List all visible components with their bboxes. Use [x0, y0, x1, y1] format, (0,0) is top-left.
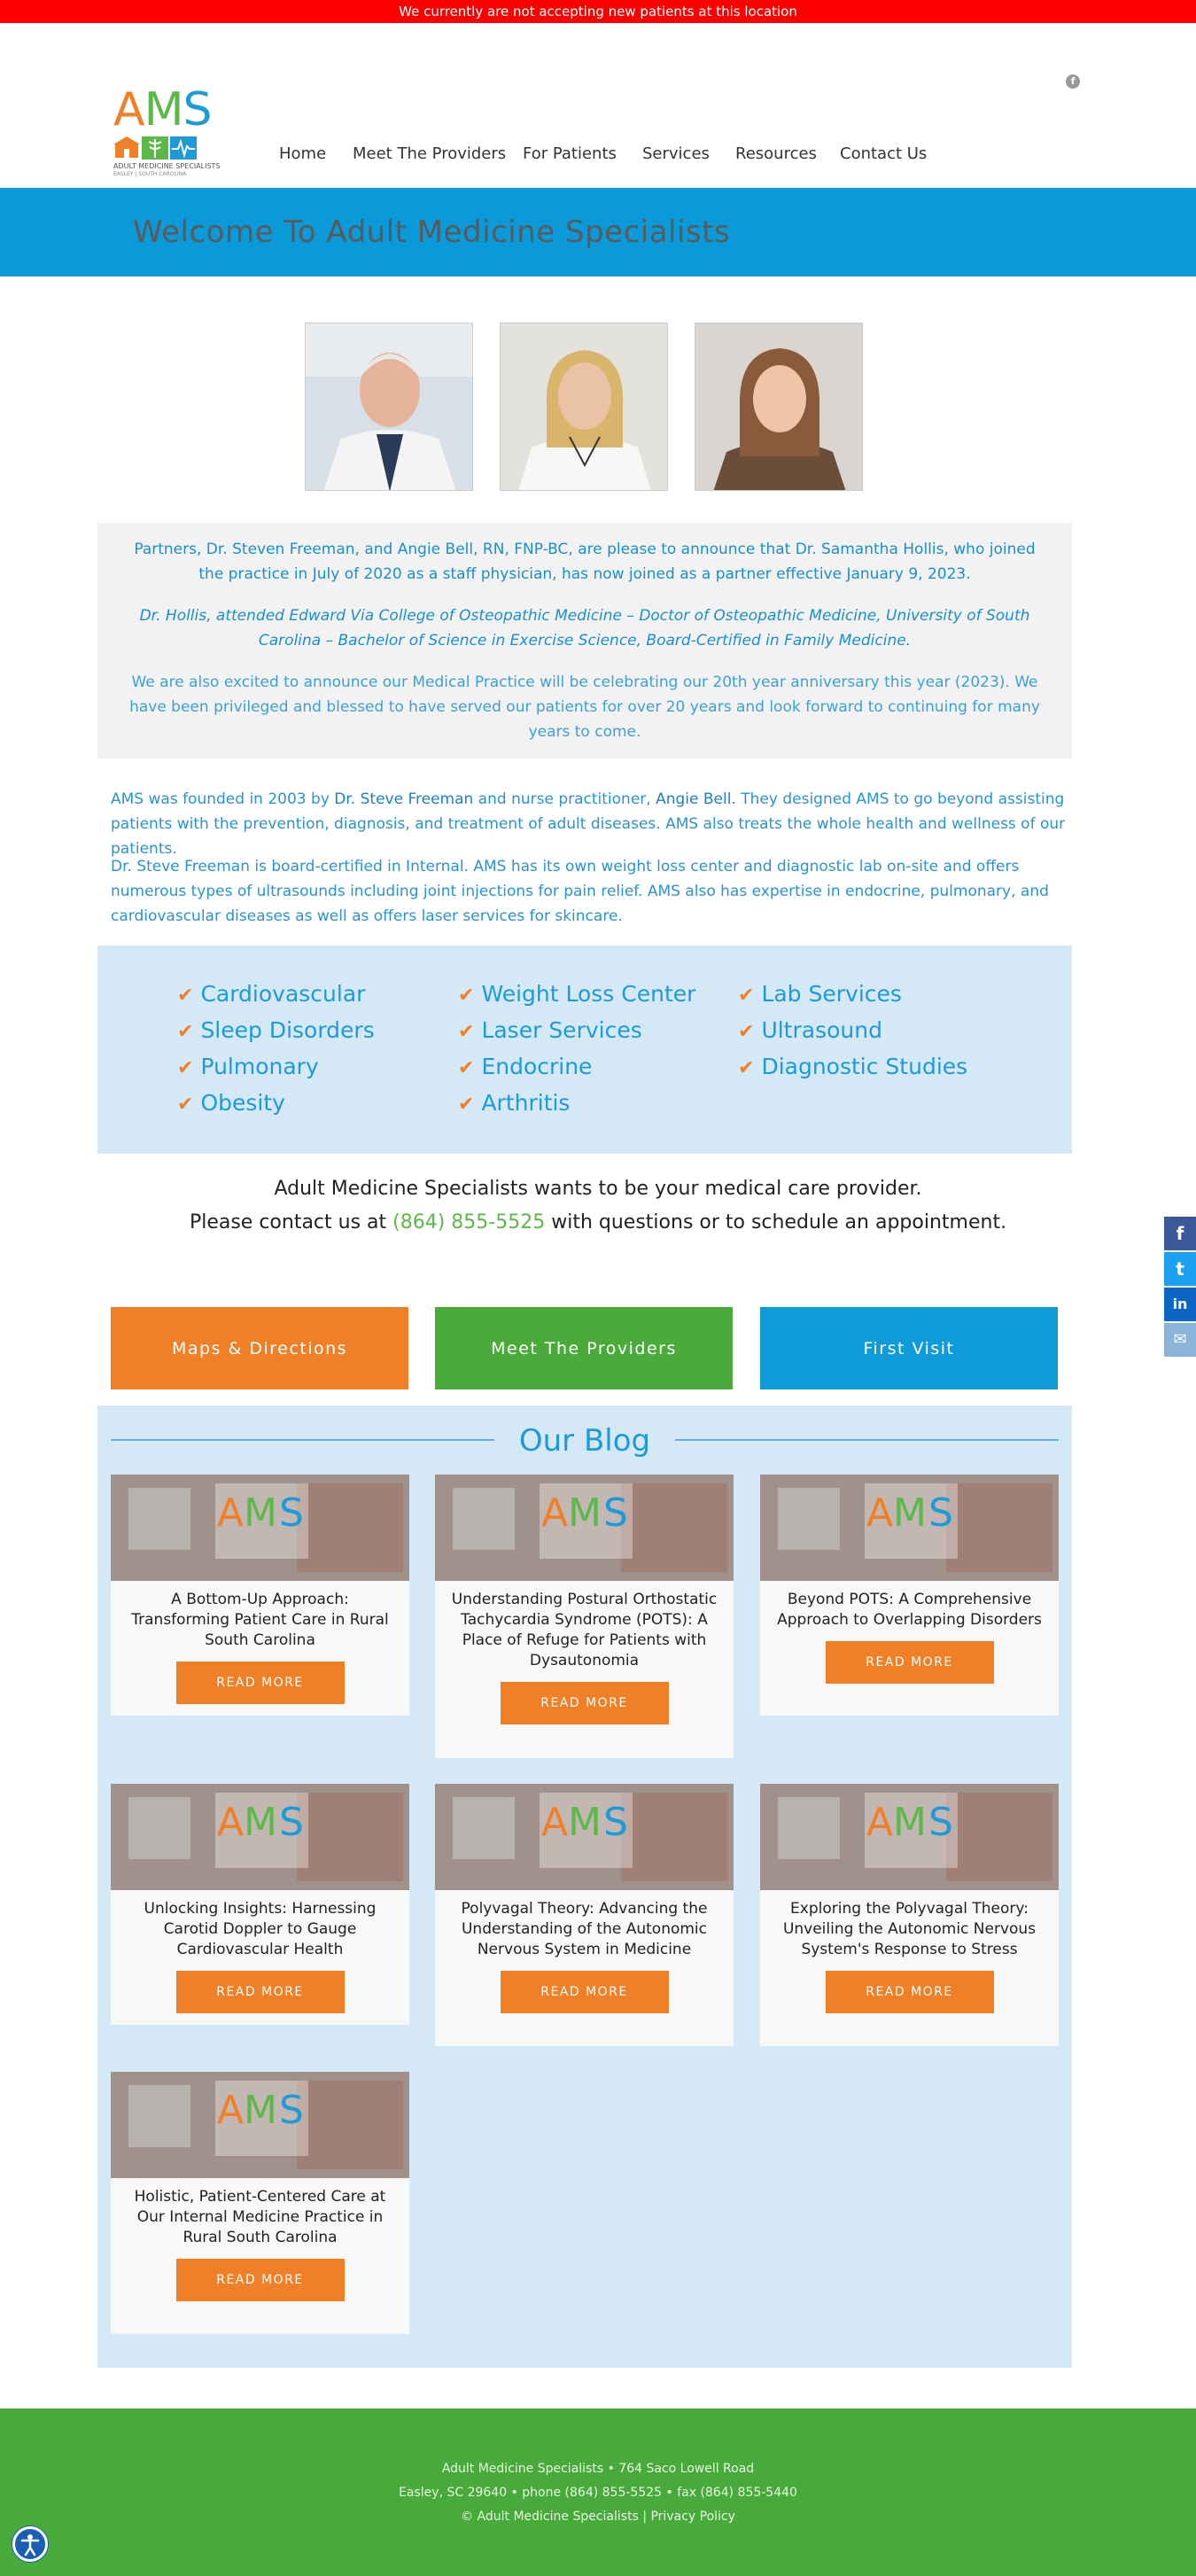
- checkmark-icon: ✔: [177, 1093, 194, 1116]
- blog-card[interactable]: [435, 1475, 734, 1758]
- nav-resources[interactable]: Resources: [735, 144, 817, 163]
- svg-text:A: A: [217, 2088, 245, 2133]
- blog-card[interactable]: [111, 1784, 409, 2025]
- svg-text:S: S: [928, 1490, 953, 1536]
- svg-text:M: M: [568, 1800, 602, 1845]
- svg-text:S: S: [928, 1800, 953, 1845]
- read-more-button[interactable]: READ MORE: [826, 1971, 994, 2013]
- checkmark-icon: ✔: [177, 1021, 194, 1043]
- nav-home[interactable]: Home: [279, 144, 327, 163]
- announcement-box: [97, 523, 1072, 759]
- read-more-button[interactable]: READ MORE: [176, 1662, 345, 1704]
- announcement-partner-text: Partners, Dr. Steven Freeman, and Angie Bell, RN, FNP-BC, are please to announce that Dr. Samantha Hollis, who joined the practice in July of 2020 as a staff physician, has now joined as a partner effective January 9, 2023.: [134, 541, 1036, 583]
- about-paragraph-1: AMS was founded in 2003 by Dr. Steve Freeman and nurse practitioner, Angie Bell. They designed AMS to go beyond assisting patients with the prevention, diagnosis, and treatment of adult diseases. AMS also treats the whole health and wellness of our patients.: [111, 790, 1066, 858]
- read-more-button[interactable]: READ MORE: [501, 1682, 669, 1724]
- blog-card-image[interactable]: [435, 1784, 734, 1890]
- service-item[interactable]: ✔ Cardiovascular: [177, 981, 366, 1007]
- announcement-education-text: Dr. Hollis, attended Edward Via College of Osteopathic Medicine – Doctor of Osteopathic Medicine, University of South Carolina – Bachelor of Science in Exercise Science, Board-Certified in Family Medicine.: [139, 607, 1030, 650]
- read-more-button[interactable]: READ MORE: [826, 1641, 994, 1684]
- checkmark-icon: ✔: [738, 1057, 755, 1079]
- blog-card-image[interactable]: [435, 1475, 734, 1581]
- phone-link[interactable]: (864) 855-5525: [392, 1211, 546, 1234]
- svg-text:A: A: [866, 1490, 894, 1536]
- footer-address: Adult Medicine Specialists • 764 Saco Lowell Road: [441, 2462, 755, 2476]
- service-item[interactable]: ✔ Diagnostic Studies: [738, 1054, 968, 1079]
- blog-card[interactable]: [760, 1784, 1059, 2046]
- about-paragraph-2: Dr. Steve Freeman is board-certified in Internal. AMS has its own weight loss center and diagnostic lab on-site and offers numerous types of ultrasounds including joint injections for pain relief. AMS also has expertise in endocrine, pulmonary, and cardiovascular diseases as well as offers laser services for skincare.: [111, 858, 1049, 925]
- checkmark-icon: ✔: [738, 1021, 755, 1043]
- notice-bar: [0, 0, 1196, 23]
- service-item[interactable]: ✔ Sleep Disorders: [177, 1017, 375, 1043]
- blog-card[interactable]: [760, 1475, 1059, 1716]
- svg-text:S: S: [279, 1490, 304, 1536]
- provider-photo-freeman: [305, 323, 473, 491]
- read-more-button[interactable]: READ MORE: [176, 2259, 345, 2301]
- svg-text:A: A: [541, 1490, 569, 1536]
- main-nav: [0, 144, 1196, 166]
- svg-text:A: A: [217, 1490, 245, 1536]
- blog-card[interactable]: [111, 2072, 409, 2334]
- blog-card-image[interactable]: [760, 1475, 1059, 1581]
- provider-photo-hollis: [695, 323, 863, 491]
- blog-card-title[interactable]: Beyond POTS: A Comprehensive Approach to Overlapping Disorders: [777, 1591, 1042, 1629]
- site-footer: [0, 2409, 1196, 2576]
- blog-card-title[interactable]: Polyvagal Theory: Advancing the Understanding of the Autonomic Nervous System in Medicine: [461, 1900, 708, 1958]
- email-icon[interactable]: ✉: [1164, 1323, 1196, 1357]
- service-item[interactable]: ✔ Laser Services: [458, 1017, 642, 1043]
- nav-meet-the-providers[interactable]: Meet The Providers: [353, 144, 507, 163]
- service-item[interactable]: ✔ Pulmonary: [177, 1054, 319, 1079]
- facebook-icon[interactable]: f: [1066, 74, 1080, 89]
- cta-line-1: Adult Medicine Specialists wants to be your medical care provider.: [274, 1178, 922, 1200]
- svg-text:A: A: [541, 1800, 569, 1845]
- services-list: [97, 946, 1072, 1154]
- checkmark-icon: ✔: [177, 1057, 194, 1079]
- logo-tagline: ADULT MEDICINE SPECIALISTS: [113, 162, 221, 170]
- service-item[interactable]: ✔ Ultrasound: [738, 1017, 882, 1043]
- blog-card-title[interactable]: A Bottom-Up Approach: Transforming Patient Care in Rural South Carolina: [131, 1591, 389, 1649]
- checkmark-icon: ✔: [738, 984, 755, 1007]
- checkmark-icon: ✔: [177, 984, 194, 1007]
- nav-contact-us[interactable]: Contact Us: [840, 144, 928, 163]
- svg-text:M: M: [568, 1490, 602, 1536]
- svg-text:M: M: [893, 1800, 927, 1845]
- social-share-bar: [1164, 1217, 1196, 1358]
- announcement-anniversary-text: We are also excited to announce our Medical Practice will be celebrating our 20th year anniversary this year (2023). We have been privileged and blessed to have served our patients for over 20 years and look forward to continuing for many years to come.: [129, 673, 1040, 741]
- logo-location: EASLEY | SOUTH CAROLINA: [113, 171, 187, 177]
- welcome-banner: [0, 188, 1196, 276]
- nav-for-patients[interactable]: For Patients: [523, 144, 617, 163]
- svg-text:S: S: [603, 1490, 628, 1536]
- site-header: [0, 23, 1196, 188]
- checkmark-icon: ✔: [458, 984, 475, 1007]
- svg-text:M: M: [244, 2088, 277, 2133]
- checkmark-icon: ✔: [458, 1093, 475, 1116]
- linkedin-icon[interactable]: in: [1164, 1288, 1196, 1321]
- link-dr-freeman[interactable]: Dr. Steve Freeman: [334, 790, 474, 808]
- blog-card-image[interactable]: [760, 1784, 1059, 1890]
- logo-letters: AMS: [113, 83, 212, 136]
- blog-card-title[interactable]: Exploring the Polyvagal Theory: Unveiling the Autonomic Nervous System's Response to Stress: [782, 1900, 1037, 1958]
- blog-card-image[interactable]: [111, 2072, 409, 2178]
- svg-text:M: M: [244, 1490, 277, 1536]
- cta-line-2: Please contact us at (864) 855-5525 with questions or to schedule an appointment.: [189, 1211, 1007, 1234]
- blog-card-title[interactable]: Understanding Postural Orthostatic Tachycardia Syndrome (POTS): A Place of Refuge for Patients with Dysautonomia: [451, 1591, 718, 1669]
- blog-card-title[interactable]: Unlocking Insights: Harnessing Carotid Doppler to Gauge Cardiovascular Health: [144, 1900, 377, 1958]
- service-item[interactable]: ✔ Endocrine: [458, 1054, 593, 1079]
- svg-text:A: A: [217, 1800, 245, 1845]
- checkmark-icon: ✔: [458, 1057, 475, 1079]
- provider-photo-bell: [500, 323, 668, 491]
- link-angie-bell[interactable]: Angie Bell: [656, 790, 732, 808]
- blog-card-image[interactable]: [111, 1784, 409, 1890]
- meet-providers-button[interactable]: Meet The Providers: [435, 1307, 733, 1389]
- checkmark-icon: ✔: [458, 1021, 475, 1043]
- svg-text:M: M: [893, 1490, 927, 1536]
- svg-text:M: M: [244, 1800, 277, 1845]
- blog-card[interactable]: [111, 1475, 409, 1716]
- footer-contact: Easley, SC 29640 • phone (864) 855-5525 • fax (864) 855-5440: [399, 2486, 797, 2500]
- service-item[interactable]: ✔ Lab Services: [738, 981, 902, 1007]
- maps-directions-button[interactable]: Maps & Directions: [111, 1307, 408, 1389]
- blog-card-title[interactable]: Holistic, Patient-Centered Care at Our Internal Medicine Practice in Rural South Carolina: [134, 2188, 386, 2246]
- contact-cta: [0, 1172, 1196, 1240]
- site-logo[interactable]: [113, 85, 225, 200]
- twitter-icon[interactable]: t: [1164, 1252, 1196, 1286]
- service-item[interactable]: ✔ Arthritis: [458, 1090, 571, 1116]
- svg-text:S: S: [279, 2088, 304, 2133]
- nav-services[interactable]: Services: [642, 144, 710, 163]
- read-more-button[interactable]: READ MORE: [501, 1971, 669, 2013]
- footer-copyright[interactable]: © Adult Medicine Specialists | Privacy Policy: [461, 2510, 735, 2524]
- accessibility-icon[interactable]: [12, 2526, 48, 2562]
- service-item[interactable]: ✔ Weight Loss Center: [458, 981, 696, 1007]
- svg-text:A: A: [866, 1800, 894, 1845]
- page-title: Welcome To Adult Medicine Specialists: [133, 214, 731, 250]
- svg-text:S: S: [279, 1800, 304, 1845]
- blog-card-image[interactable]: [111, 1475, 409, 1581]
- first-visit-button[interactable]: First Visit: [760, 1307, 1058, 1389]
- notice-text: We currently are not accepting new patients at this location: [399, 4, 797, 19]
- read-more-button[interactable]: READ MORE: [176, 1971, 345, 2013]
- service-item[interactable]: ✔ Obesity: [177, 1090, 285, 1116]
- facebook-icon[interactable]: f: [1164, 1217, 1196, 1250]
- blog-title: Our Blog: [518, 1423, 651, 1459]
- svg-text:S: S: [603, 1800, 628, 1845]
- blog-section: [97, 1405, 1072, 2368]
- blog-card[interactable]: [435, 1784, 734, 2046]
